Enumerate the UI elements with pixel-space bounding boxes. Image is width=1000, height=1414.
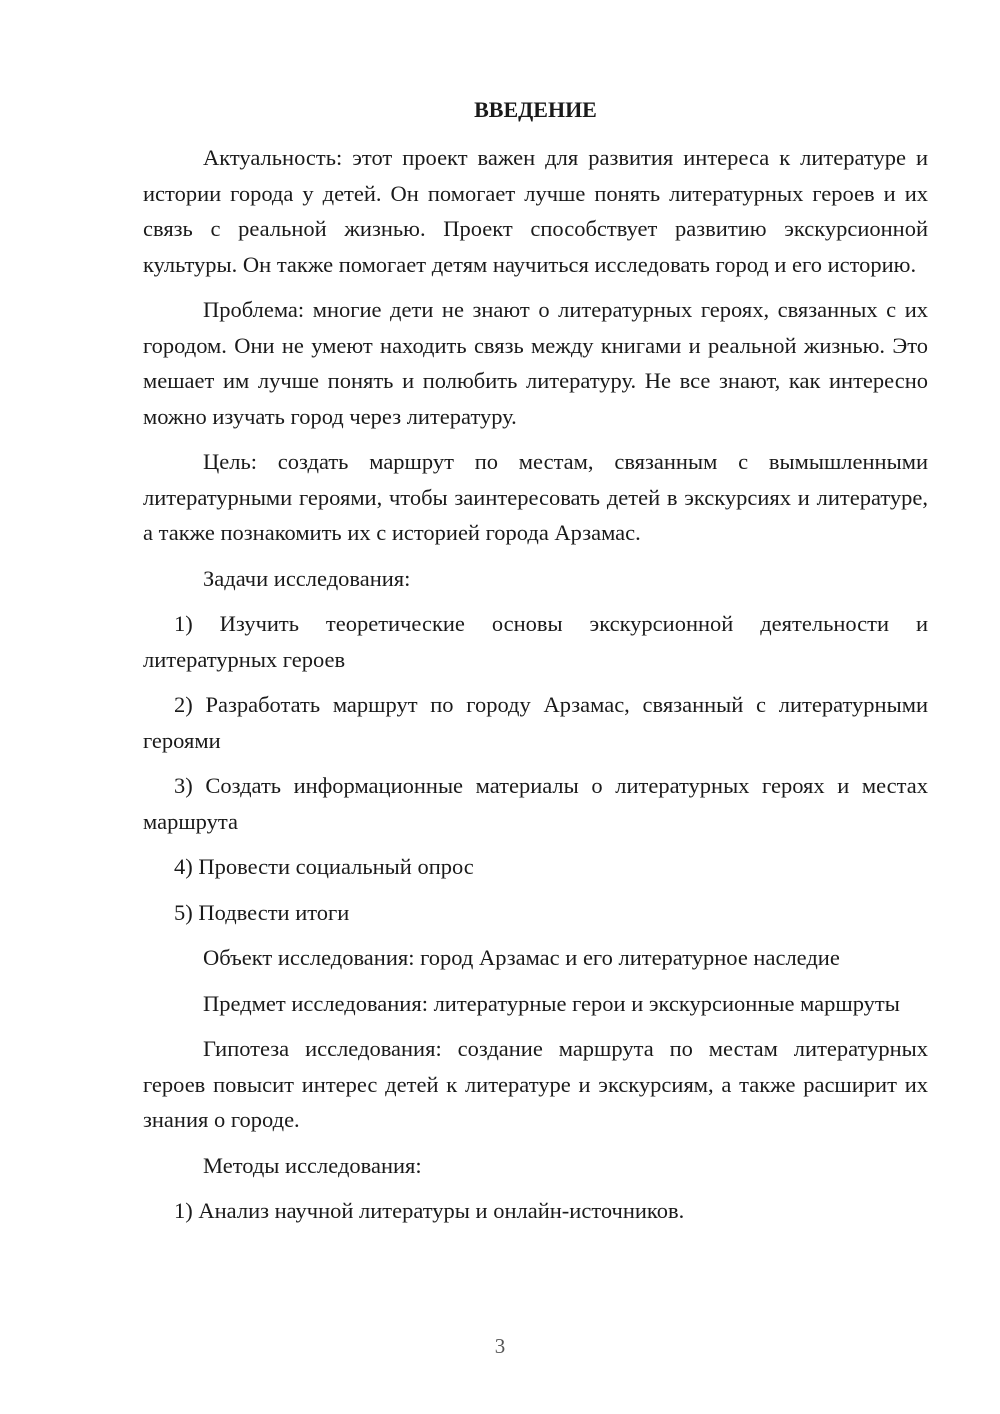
object-paragraph: Объект исследования: город Арзамас и его литературное наследие bbox=[203, 945, 840, 970]
subject-paragraph: Предмет исследования: литературные герои и экскурсионные маршруты bbox=[203, 990, 900, 1016]
task-item: 1) Изучить теоретические основы экскурсионной деятельности и литературных героев bbox=[143, 611, 928, 672]
tasks-title: Задачи исследования: bbox=[203, 565, 411, 591]
task-item: 3) Создать информационные материалы о литературных героях и местах маршрута bbox=[143, 773, 928, 834]
task-item: 5) Подвести итоги bbox=[174, 899, 350, 925]
hypothesis-paragraph: Гипотеза исследования: создание маршрута по местам литературных героев повысит интерес детей к литературе и экскурсиям, а также расширит их знания о городе. bbox=[143, 1036, 928, 1132]
page-content bbox=[143, 94, 928, 1229]
problem-paragraph: Проблема: многие дети не знают о литературных героях, связанных с их городом. Они не умеют находить связь между книгами и реальной жизнью. Это мешает им лучше понять и полюбить литературу. Не все знают, как интересно можно изучать город через литературу. bbox=[143, 297, 928, 429]
goal-paragraph: Цель: создать маршрут по местам, связанным с вымышленными литературными героями, чтобы заинтересовать детей в экскурсиях и литературе, а также познакомить их с историей города Арзамас. bbox=[143, 449, 928, 545]
task-item: 2) Разработать маршрут по городу Арзамас, связанный с литературными героями bbox=[143, 692, 928, 753]
task-item: 4) Провести социальный опрос bbox=[174, 854, 474, 879]
methods-title: Методы исследования: bbox=[203, 1152, 422, 1178]
method-item: 1) Анализ научной литературы и онлайн-источников. bbox=[174, 1198, 685, 1223]
relevance-paragraph: Актуальность: этот проект важен для развития интереса к литературе и истории города у детей. Он помогает лучше понять литературных героев и их связь с реальной жизнью. Проект способствует развитию экскурсионной культуры. Он также помогает детям научиться исследовать город и его историю. bbox=[143, 145, 928, 277]
page-number: 3 bbox=[494, 1334, 506, 1358]
section-heading: ВВЕДЕНИЕ bbox=[474, 97, 597, 122]
